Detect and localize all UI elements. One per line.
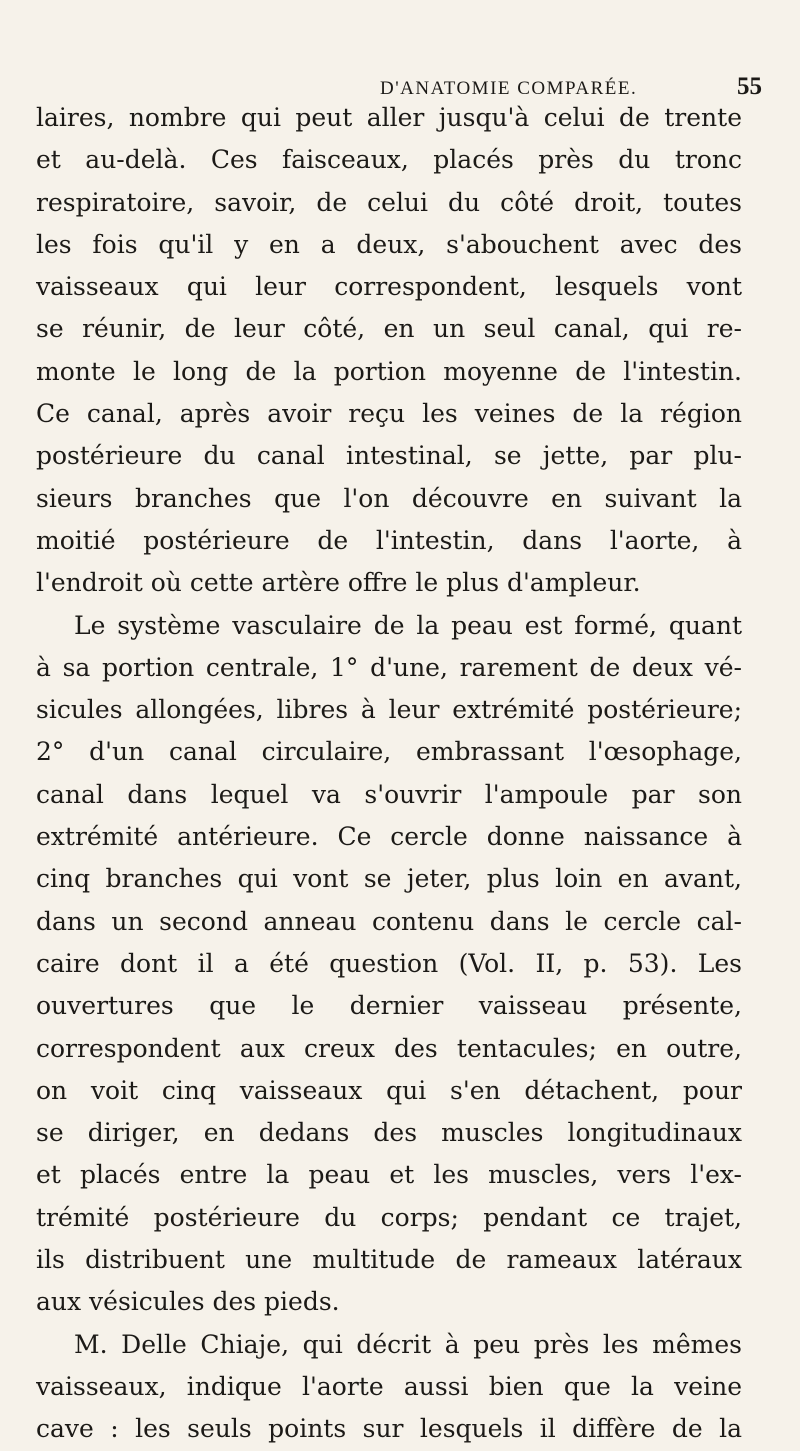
- text-line: trémité postérieure du corps; pendant ce trajet,: [36, 1202, 742, 1232]
- text-line: à sa portion centrale, 1° d'une, rarement de deux vé-: [36, 652, 742, 682]
- text-line: monte le long de la portion moyenne de l'intestin.: [36, 356, 742, 386]
- text-line: Ce canal, après avoir reçu les veines de la région: [36, 399, 742, 429]
- text-line: correspondent aux creux des tentacules; en outre,: [36, 1033, 742, 1063]
- page-number: 55: [737, 73, 762, 100]
- text-line: cave : les seuls points sur lesquels il diffère de la: [36, 1414, 742, 1444]
- text-line: vaisseaux, indique l'aorte aussi bien que la veine: [36, 1371, 742, 1401]
- text-line: dans un second anneau contenu dans le cercle cal-: [36, 906, 742, 936]
- body-text: [36, 97, 742, 1451]
- running-title: D'ANATOMIE COMPARÉE.: [380, 78, 638, 99]
- text-line: ils distribuent une multitude de rameaux latéraux: [36, 1245, 742, 1275]
- text-line: 2° d'un canal circulaire, embrassant l'œsophage,: [36, 737, 742, 767]
- text-line: extrémité antérieure. Ce cercle donne naissance à: [36, 822, 742, 852]
- text-line: sieurs branches que l'on découvre en suivant la: [36, 483, 742, 513]
- text-line: laires, nombre qui peut aller jusqu'à celui de trente: [36, 103, 742, 132]
- text-line: et au-delà. Ces faisceaux, placés près du tronc: [36, 145, 742, 175]
- text-line: M. Delle Chiaje, qui décrit à peu près les mêmes: [74, 1329, 742, 1359]
- text-line: les fois qu'il y en a deux, s'abouchent avec des: [36, 229, 742, 259]
- text-line: caire dont il a été question (Vol. II, p. 53). Les: [36, 948, 742, 978]
- text-line: sicules allongées, libres à leur extrémité postérieure;: [36, 695, 742, 725]
- text-line: se réunir, de leur côté, en un seul canal, qui re-: [36, 314, 742, 344]
- text-line: et placés entre la peau et les muscles, vers l'ex-: [36, 1160, 742, 1190]
- text-line: se diriger, en dedans des muscles longitudinaux: [36, 1118, 742, 1148]
- text-line: aux vésicules des pieds.: [36, 1287, 340, 1317]
- text-line: respiratoire, savoir, de celui du côté droit, toutes: [36, 187, 742, 217]
- text-line: moitié postérieure de l'intestin, dans l'aorte, à: [36, 525, 742, 555]
- text-line: postérieure du canal intestinal, se jette, par plu-: [36, 441, 742, 471]
- text-line: vaisseaux qui leur correspondent, lesquels vont: [36, 272, 742, 302]
- text-line: l'endroit où cette artère offre le plus d'ampleur.: [36, 568, 641, 598]
- text-line: canal dans lequel va s'ouvrir l'ampoule par son: [36, 779, 742, 809]
- text-line: cinq branches qui vont se jeter, plus loin en avant,: [36, 864, 742, 894]
- text-line: Le système vasculaire de la peau est formé, quant: [74, 610, 742, 640]
- text-line: ouvertures que le dernier vaisseau présente,: [36, 991, 742, 1021]
- text-line: on voit cinq vaisseaux qui s'en détachent, pour: [36, 1075, 742, 1105]
